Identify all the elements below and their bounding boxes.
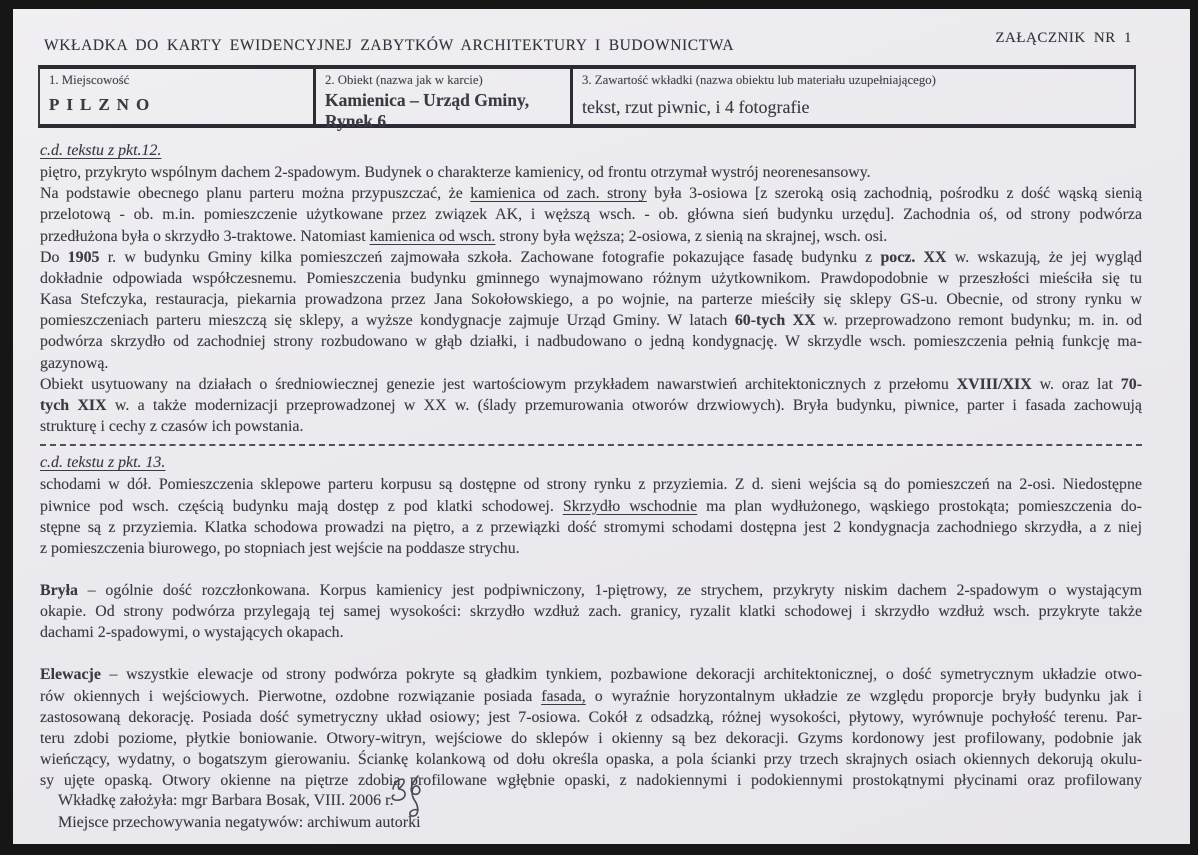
footer-author-line: Wkładkę założyła: mgr Barbara Bosak, VIII. 2006 r. <box>58 792 394 809</box>
footer-notes <box>58 790 421 833</box>
text-line: stępne są z przyziemia. Klatka schodowa prowadzi na piętro, a z przewiązki dość stromymi schodami dostępna jest 2 kondygnacja zachodniego skrzydła, a z niej <box>40 518 1142 536</box>
paragraph-gap <box>40 643 1142 664</box>
text-line: zastosowaną dekorację. Posiada dość symetryczny układ osiowy; jest 7-osiowa. Cokół z odsadzką, różnej wysokości, płytowy, wyrównuje pochyłość terenu. Par- <box>40 708 1142 726</box>
text-line: c.d. tekstu z pkt. 13. <box>40 454 166 472</box>
field-miejscowosc <box>40 69 313 124</box>
text-line: Kasa Stefczyka, restauracja, piekarnia prowadzona przez Jana Sokołowskiego, a po wojnie, na parterze mieściły się sklepy GS-u. Obecnie, od strony rynku w <box>40 291 1142 309</box>
text-line: rów okiennych i wejściowych. Pierwotne, ozdobne rozwiązanie posiada fasada, o wyraźnie horyzontalnym układzie ze względu proporcje bryły budynku jak i <box>40 687 1143 705</box>
field-obiekt <box>313 69 573 131</box>
text-line: Do 1905 r. w budynku Gminy kilka pomieszczeń zajmowała szkoła. Zachowane fotografie pokazujące fasadę budynku z pocz. XX w. wskazują, że jej wygląd <box>40 248 1142 266</box>
paragraph-bryla <box>40 580 1142 643</box>
scanned-record-card-page <box>13 9 1190 844</box>
text-line: gazynową. <box>40 354 109 372</box>
text-line: przedłużona była o skrzydło 3-traktowe. Natomiast kamienica od wsch. strony była węższa; 2-osiowa, z sienią na skrajnej, wsch. osi. <box>40 227 888 245</box>
footer-negatives-line: Miejsce przechowywania negatywów: archiwum autorki <box>58 813 421 831</box>
field-obiekt-value: Kamienica – Urząd Gminy, Rynek 6 <box>325 90 530 131</box>
dashed-divider <box>40 444 1142 446</box>
field-zawartosc-wkladki-label: 3. Zawartość wkładki (nazwa obiektu lub materiału uzupełniającego) <box>582 73 936 87</box>
text-line: przelotową - ob. m.in. pomieszczenie użytkowane przez związek AK, i węższą wsch. - ob. główna sień budynku urzędu]. Zachodnia oś, od strony podwórza <box>40 206 1142 224</box>
text-line: Obiekt usytuowany na działach o średniowiecznej genezie jest wartościowym przykładem nawarstwień architektonicznych z przełomu XVIII/XIX w. oraz lat 70- <box>40 375 1142 393</box>
field-zawartosc-wkladki <box>573 69 1134 124</box>
field-miejscowosc-label: 1. Miejscowość <box>49 73 130 87</box>
page-title: WKŁADKA DO KARTY EWIDENCYJNEJ ZABYTKÓW ARCHITEKTURY I BUDOWNICTWA <box>44 37 735 54</box>
text-line: Na podstawie obecnego planu parteru można przypuszczać, że kamienica od zach. strony była 3-osiowa [z szeroką osią zachodnią, pośrodku z dość wąską sienią <box>40 185 1143 203</box>
text-line: wieńczący, wydatny, o bogatszym gierowaniu. Ściankę kolankową od dołu określa opaska, a pola ścianki przy trzech skrajnych osiach okiennych dekorują okulu- <box>40 751 1142 769</box>
paragraph-pkt12-uklad <box>40 162 1142 247</box>
document-sections <box>40 140 1142 791</box>
field-obiekt-label: 2. Obiekt (nazwa jak w karcie) <box>325 73 483 87</box>
text-line: schodami w dół. Pomieszczenia sklepowe parteru korpusu są dostępne od strony rynku z przyziemia. Z d. sieni wejścia są do pomieszczeń na 2-osi. Niedostępne <box>40 476 1142 494</box>
text-line: teru zdobi poziome, płytkie boniowanie. Otwory-witryn, wejściowe do sklepów i okienny są bez dekoracji. Gzyms kordonowy jest profilowany, podobnie jak <box>40 729 1142 747</box>
text-line: okapie. Od strony podwórza przylegają tej samej wysokości: skrzydło wzdłuż zach. granicy, ryzalit klatki schodowej i skrzydło wzdłuż wsch. przykryte także <box>40 603 1142 621</box>
text-line: sy ujęte opaską. Otwory okienne na piętrze zdobią profilowane wgłębnie opaski, z nadokiennymi i podokiennymi prostokątnymi płycinami oraz profilowany <box>40 772 1142 790</box>
paragraph-elewacje <box>40 664 1142 791</box>
text-line: strukturę i cechy z czasów ich powstania. <box>40 418 304 436</box>
paragraph-pkt13-dostep <box>40 474 1142 559</box>
text-line: c.d. tekstu z pkt.12. <box>40 142 162 159</box>
text-line: piętro, przykryto wspólnym dachem 2-spadowym. Budynek o charakterze kamienicy, od frontu otrzymał wystrój neorenesansowy. <box>40 164 871 182</box>
text-line: dokładnie odpowiada współczesnemu. Pomieszczenia budynku gminnego wynajmowano różnym użytkownikom. Prawdopodobnie w przeszłości mieściła się tu <box>40 269 1142 287</box>
text-line: z pomieszczenia biurowego, po stopniach jest wejście na poddasze strychu. <box>40 539 520 557</box>
heading-cd-tekstu-pkt-12 <box>40 140 1142 161</box>
paragraph-gap <box>40 559 1142 580</box>
signature-icon <box>385 772 431 828</box>
text-line: tych XIX w. a także modernizacji przeprowadzonej w XX w. (ślady przemurowania otworów drzwiowych). Bryła budynku, piwnice, parter i fasada zachowują <box>40 396 1142 414</box>
paragraph-pkt12-wartosc <box>40 374 1142 437</box>
field-zawartosc-wkladki-value: tekst, rzut piwnic, i 4 fotografie <box>582 97 810 117</box>
field-miejscowosc-value: PILZNO <box>49 95 157 114</box>
header-form-table <box>38 65 1136 131</box>
paragraph-pkt12-historia <box>40 247 1142 374</box>
heading-cd-tekstu-pkt-13 <box>40 452 1142 473</box>
text-line: Elewacje – wszystkie elewacje od strony podwórza pokryte są gładkim tynkiem, pozbawione dekoracji architektonicznej, o dość symetrycznym układzie otwo- <box>40 666 1142 684</box>
text-line: dachami 2-spadowymi, o wystających okapach. <box>40 624 344 642</box>
text-line: Bryła – ogólnie dość rozczłonkowana. Korpus kamienicy jest podpiwniczony, 1-piętrowy, ze strychem, przykryty niskim dachem 2-spadowym o wystającym <box>40 581 1142 599</box>
text-line: podwórza skrzydło od zachodniej strony rozbudowano w głąb działki, i nadbudowano o jedną kondygnację. W skrzydle wsch. pomieszczenia pełnią funkcję ma- <box>40 333 1142 351</box>
attachment-number-label: ZAŁĄCZNIK NR 1 <box>995 30 1132 46</box>
text-line: pomieszczeniach parteru mieszczą się sklepy, a wyższe kondygnacje zajmuje Urząd Gminy. W latach 60-tych XX w. przeprowadzono remont budynku; m. in. od <box>40 312 1142 330</box>
text-line: piwnice pod wsch. częścią budynku mają dostęp z pod klatki schodowej. Skrzydło wschodnie ma plan wydłużonego, wąskiego prostokąta; pomieszczenia do- <box>40 497 1142 515</box>
